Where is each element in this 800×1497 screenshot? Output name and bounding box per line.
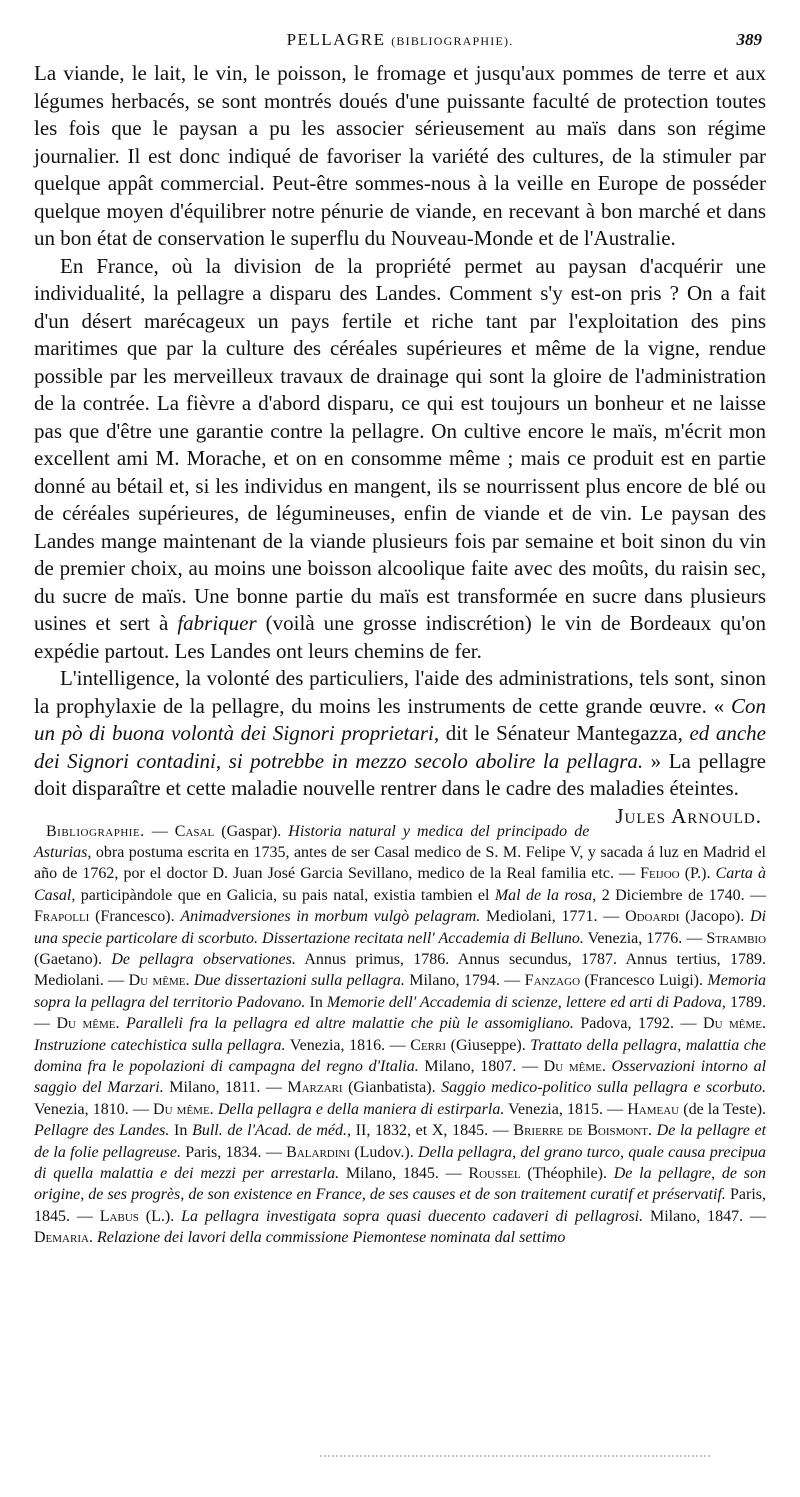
citation-author: Cerri [410, 1036, 447, 1054]
citation-text: (Gianbatista). [342, 1079, 442, 1097]
citation-title: De pellagra observationes. [111, 950, 296, 968]
main-text [34, 60, 767, 828]
citation-author: Roussel [468, 1165, 521, 1182]
citation-text: (de la Teste). [679, 1100, 767, 1118]
citation-text: (Giuseppe). [446, 1036, 531, 1054]
citation-text: 2 Diciembre de 1740. — [596, 886, 767, 904]
citation-title: Saggio medico-politico sulla pellagra e scorbuto. [441, 1079, 766, 1097]
citation-text: (Gaetano). [34, 950, 112, 968]
paragraph [34, 253, 766, 666]
citation-text: Milano, 1807. — [418, 1057, 544, 1075]
citation-text: (L.). [138, 1207, 182, 1225]
citation-text: In [169, 1122, 193, 1140]
citation-text: II, 1832, et X, 1845. — [351, 1122, 514, 1140]
citation-author: Casal [174, 822, 215, 840]
citation-text: Milano, 1847. — [643, 1207, 767, 1225]
italic-word: fabriquer [177, 611, 257, 635]
citation-text: Venezia, 1776. — [583, 929, 707, 947]
citation-text: In [305, 993, 327, 1011]
citation-author: Odoardi [625, 908, 680, 926]
citation-text: Milano, 1845. — [339, 1165, 469, 1182]
citation-text: obra postuma escrita en 1735, antes de ser Casal medico de S. M. Felipe V, y sacada á luz en Madrid el año de 1762, por el doctor D. Juan José Garcia Sevillano, medico de la Real familia etc. — [34, 843, 766, 883]
citation-text: Milano, 1811. — [163, 1079, 288, 1097]
citation-title: Della pellagra, del grano turco, quale causa precipua di quella malattia e dei mezzi per arrestarla. [34, 1143, 767, 1182]
paragraph-text: » La pellagre doit disparaître et cette maladie nouvelle rentrer dans le cadre des maladies éteintes. [34, 748, 767, 800]
citation-author: Du même. [703, 1015, 767, 1033]
bibliography-label: Bibliographie. [46, 822, 145, 840]
citation-author: Brierre de Boismont. [513, 1122, 652, 1140]
bleed-through-line [320, 1455, 710, 1463]
citation-title: La pellagra investigata sopra quasi duecento cadaveri di pellagrosi. [181, 1207, 644, 1225]
citation-title: Memoria sopra la pellagra del territorio Padovano. [34, 972, 767, 1011]
citation-text: (Jacopo). [679, 908, 751, 926]
citation-text: (Gaspar). [214, 822, 289, 840]
citation-author: Labus [99, 1207, 139, 1225]
citation-title: Di una specie particolare di scorbuto. Dissertazione recitata nell' Accademia di Belluno. [34, 908, 767, 947]
italian-quote: ed anche dei Signori contadini, si potrebbe in mezzo secolo abolire la pellagra. [34, 721, 766, 773]
citation-author: Frapolli [34, 908, 90, 926]
citation-author: Du même. [543, 1057, 606, 1075]
citation-author: Fanzago [524, 972, 581, 990]
citation-title: Bull. de l'Acad. de méd., [192, 1122, 351, 1140]
citation-author: Hameau [627, 1100, 680, 1118]
citation-title: Relazione dei lavori della commissione Piemontese nominata dal settimo [96, 1229, 566, 1247]
citation-text: (Francesco Luigi). [580, 972, 708, 990]
citation-author: Feijoo [640, 865, 680, 883]
bibliography [34, 821, 766, 1249]
page-number: 389 [736, 30, 762, 49]
citation-text: Venezia, 1816. — [285, 1036, 411, 1054]
citation-title: Della pellagra e della maniera di estirparla. [217, 1100, 505, 1118]
citation-title: Osservazioni intorno al saggio del Marzari. [34, 1057, 767, 1097]
citation-title: Memorie dell' Accademia di scienze, lettere ed arti di Padova, [326, 993, 726, 1011]
paragraph: La viande, le lait, le vin, le poisson, le fromage et jusqu'aux pommes de terre et aux légumes herbacés, se sont montrés doués d'une puissante faculté de protection toutes les fois que le paysan a pu les associer sérieusement au maïs dans son régime journalier. Il est donc indiqué de favoriser la variété des cultures, de la stimuler par quelque appât commercial. Peut-être sommes-nous à la veille en Europe de posséder quelque moyen d'équilibrer notre pénurie de viande, en recevant à bon marché et dans un bon état de conservation le superflu du Nouveau-Monde et de l'Australie. [34, 61, 766, 250]
citation-title: De la pellagre et de la folie pellagreuse. [34, 1122, 767, 1161]
citation-title: Animadversiones in morbum vulgò pelagram. [180, 908, 481, 926]
paragraph [34, 665, 767, 828]
italian-quote: Con un pò di buona volontà dei Signori proprietari, [34, 693, 766, 745]
running-header [34, 28, 766, 58]
citation-author: Demaria. [34, 1229, 93, 1247]
citation-text: Paris, 1845. — [34, 1186, 766, 1225]
citation-text: Milano, 1794. — [404, 972, 525, 990]
header-subtitle: (BIBLIOGRAPHIE). [391, 34, 514, 48]
citation-text: (Théophile). [520, 1165, 614, 1182]
citation-author: Du même. [153, 1100, 214, 1118]
citation-title: Paralleli fra la pellagra ed altre malattie che più le assomigliano. [126, 1015, 574, 1033]
citation-text: Annus primus, 1786. Annus secundus, 1787. Annus tertius, 1789. Mediolani. — [34, 950, 766, 990]
citation-text: Venezia, 1815. — [504, 1100, 628, 1118]
citation-title: Carta à Casal, [34, 865, 767, 904]
header-title: PELLAGRE [286, 30, 386, 49]
author-signature: Jules Arnould. [615, 803, 762, 828]
citation-title: Historia natural y medica del principado de Asturias, [34, 822, 590, 861]
citation-text: 1789. — [34, 993, 767, 1033]
citation-text: Mediolani, 1771. — [480, 908, 626, 926]
citation-text: (Ludov.). [350, 1143, 419, 1161]
citation-text: (P.). [679, 865, 716, 883]
citation-author: Balardini [286, 1143, 351, 1161]
citation-text: — [144, 822, 175, 840]
paragraph-text: dit le Sénateur Mantegazza, [439, 721, 690, 745]
citation-text: Venezia, 1810. — [34, 1100, 154, 1118]
citation-title: Due dissertazioni sulla pellagra. [193, 972, 405, 990]
citation-text: participàndole que en Galicia, su pais natal, existia tambien el [75, 886, 495, 904]
citation-title: De la pellagre, de son origine, de ses progrès, de son existence en France, de ses causes et de son traitement curatif et préservatif. [34, 1165, 767, 1204]
citation-author: Marzari [287, 1079, 343, 1097]
citation-author: Du même. [128, 972, 190, 990]
citation-author: Strambio [706, 929, 767, 947]
citation-text: Paris, 1834. — [180, 1143, 287, 1161]
citation-title: Instruzione catechistica sulla pellagra. [34, 1036, 286, 1054]
citation-title: Pellagre des Landes. [34, 1122, 170, 1140]
citation-author: Du même. [56, 1015, 120, 1033]
running-title [34, 30, 766, 50]
paragraph-text: (voilà une grosse indiscrétion) le vin de Bordeaux qu'on expédie partout. Les Landes ont leurs chemins de fer. [34, 611, 767, 663]
citation-text: (Francesco). [89, 908, 181, 926]
citation-text: Padova, 1792. — [573, 1015, 704, 1033]
citation-title: Mal de la rosa, [494, 886, 597, 904]
citation-title: Trattato della pellagra, malattia che domina fra le popolazioni di campagna del regno d'Italia. [34, 1036, 767, 1075]
paragraph-text: En France, où la division de la propriété permet au paysan d'acquérir une individualité, la pellagre a disparu des Landes. Comment s'y est-on pris ? On a fait d'un désert marécageux un pays fertile et riche tant par l'exploitation des pins maritimes que par la culture des céréales supérieures et même de la vigne, rendue possible par les merveilleux travaux de drainage qui sont la gloire de l'administration de la contrée. La fièvre a d'abord disparu, ce qui est toujours un bonheur et ne laisse pas que d'être une garantie contre la pellagre. On cultive encore le maïs, m'écrit mon excellent ami M. Morache, et on en consomme même ; mais ce produit est en partie donné au bétail et, si les individus en mangent, ils se nourrissent plus encore de blé ou de céréales supérieures, de légumineuses, enfin de viande et de vin. Le paysan des Landes mange maintenant de la viande plusieurs fois par semaine et boit sinon du vin de premier choix, au moins une boisson alcoolique faite avec des moûts, du raisin sec, du sucre de maïs. Une bonne partie du maïs est transformée en sucre dans plusieurs usines et sert à [34, 253, 766, 635]
paragraph-text: L'intelligence, la volonté des particuliers, l'aide des administrations, tels sont, sinon la prophylaxie de la pellagre, du moins les instruments de cette grande œuvre. « [34, 666, 766, 718]
